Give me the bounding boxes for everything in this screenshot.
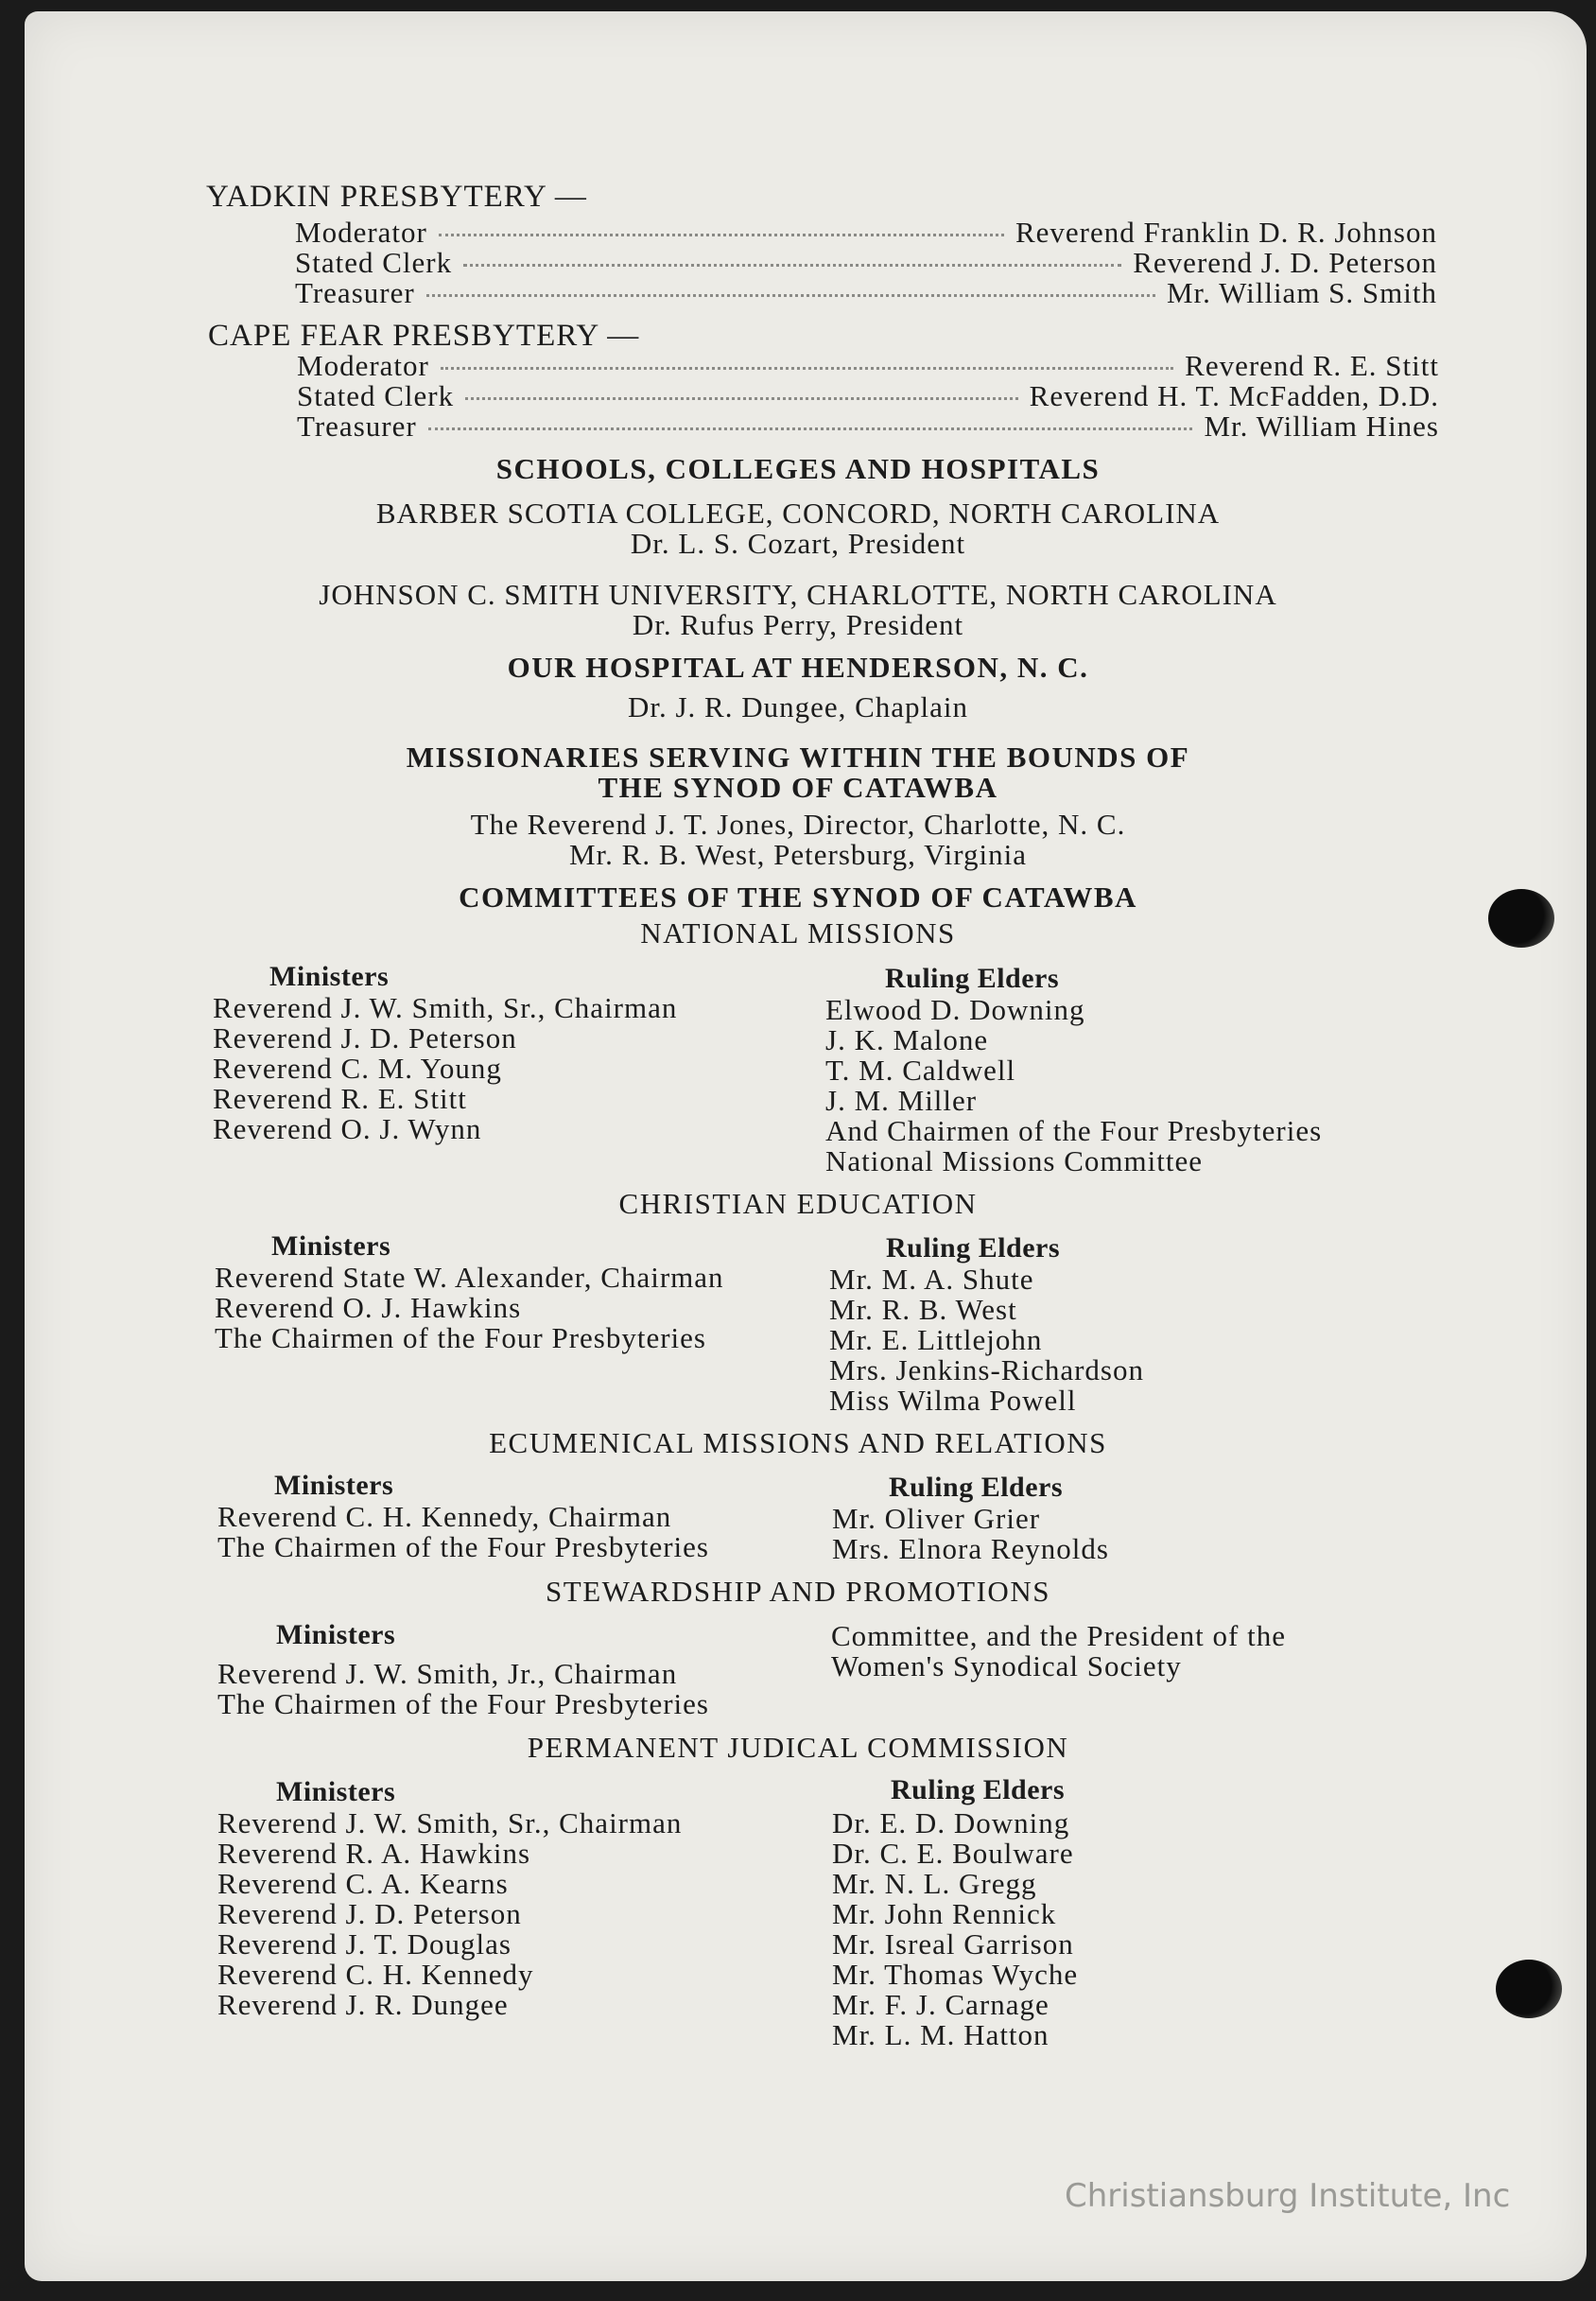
officer-role: Treasurer <box>295 276 415 309</box>
officer-row <box>295 276 1437 310</box>
officer-name: Reverend H. T. McFadden, D.D. <box>1029 379 1439 412</box>
dot-leader <box>439 234 1004 236</box>
institution-head: Dr. J. R. Dungee, Chaplain <box>627 690 969 723</box>
ministers-list <box>215 1263 724 1353</box>
list-item: Reverend J. W. Smith, Jr., Chairman <box>217 1657 678 1690</box>
officer-role: Stated Clerk <box>297 379 455 412</box>
list-item: Miss Wilma Powell <box>829 1384 1077 1417</box>
elders-label: Ruling Elders <box>885 963 1060 994</box>
institution-head: Dr. Rufus Perry, President <box>632 608 964 641</box>
officer-name: Reverend J. D. Peterson <box>1133 246 1437 279</box>
committee-title: PERMANENT JUDICAL COMMISSION <box>527 1731 1069 1764</box>
list-item: Reverend J. D. Peterson <box>213 1021 517 1055</box>
list-item: Reverend J. R. Dungee <box>217 1988 509 2021</box>
list-item: Mrs. Elnora Reynolds <box>832 1532 1109 1565</box>
note-line: Committee, and the President of the <box>831 1619 1286 1652</box>
list-item: Reverend State W. Alexander, Chairman <box>215 1261 724 1294</box>
list-item: Reverend J. D. Peterson <box>217 1897 522 1930</box>
officer-row <box>297 379 1439 413</box>
ministers-label: Ministers <box>271 1230 391 1262</box>
missionary-line: The Reverend J. T. Jones, Director, Charlotte, N. C. <box>470 808 1126 841</box>
ministers-list <box>217 1659 709 1719</box>
presbytery-title: YADKIN PRESBYTERY — <box>206 180 587 214</box>
list-item: Mr. Isreal Garrison <box>832 1927 1074 1961</box>
list-item: The Chairmen of the Four Presbyteries <box>217 1530 709 1563</box>
list-item: Reverend C. A. Kearns <box>217 1867 509 1900</box>
list-item: J. M. Miller <box>825 1084 978 1117</box>
list-item: Dr. E. D. Downing <box>832 1806 1070 1839</box>
section-heading: MISSIONARIES SERVING WITHIN THE BOUNDS OF <box>406 741 1190 774</box>
list-item: Reverend O. J. Wynn <box>213 1112 482 1145</box>
list-item: Mr. F. J. Carnage <box>832 1988 1050 2021</box>
dot-leader <box>441 367 1173 370</box>
list-item: Mr. Oliver Grier <box>832 1502 1041 1535</box>
note-line: Women's Synodical Society <box>831 1649 1182 1682</box>
officer-row <box>297 349 1439 383</box>
list-item: Reverend R. A. Hawkins <box>217 1837 531 1870</box>
committee-note <box>831 1621 1286 1682</box>
committee-title: NATIONAL MISSIONS <box>640 916 956 950</box>
punch-hole <box>1496 1960 1562 2018</box>
list-item: National Missions Committee <box>825 1144 1203 1177</box>
ministers-list <box>217 1808 682 2020</box>
list-item: Reverend C. H. Kennedy <box>217 1958 534 1991</box>
elders-list <box>832 1504 1109 1564</box>
officer-role: Moderator <box>295 216 427 249</box>
list-item: Reverend J. T. Douglas <box>217 1927 512 1961</box>
dot-leader <box>463 264 1121 267</box>
dot-leader <box>428 427 1193 430</box>
institution-name: BARBER SCOTIA COLLEGE, CONCORD, NORTH CAROLINA <box>375 497 1221 530</box>
officer-role: Treasurer <box>297 410 417 443</box>
officer-row <box>297 410 1439 444</box>
list-item: Reverend O. J. Hawkins <box>215 1291 522 1324</box>
list-item: Mr. N. L. Gregg <box>832 1867 1037 1900</box>
list-item: Reverend R. E. Stitt <box>213 1082 467 1115</box>
list-item: Reverend C. M. Young <box>213 1052 502 1085</box>
list-item: And Chairmen of the Four Presbyteries <box>825 1114 1323 1147</box>
elders-label: Ruling Elders <box>889 1472 1064 1503</box>
institution-head: Dr. L. S. Cozart, President <box>630 527 966 560</box>
ministers-list <box>217 1502 709 1562</box>
list-item: Elwood D. Downing <box>825 993 1085 1026</box>
ministers-label: Ministers <box>274 1470 394 1501</box>
officer-name: Reverend R. E. Stitt <box>1185 349 1439 382</box>
list-item: Reverend J. W. Smith, Sr., Chairman <box>217 1806 683 1839</box>
officer-name: Mr. William Hines <box>1204 410 1439 443</box>
list-item: Dr. C. E. Boulware <box>832 1837 1074 1870</box>
presbytery-title: CAPE FEAR PRESBYTERY — <box>208 319 640 353</box>
elders-list <box>825 995 1322 1177</box>
elders-list <box>832 1808 1078 2050</box>
ministers-label: Ministers <box>269 961 390 992</box>
list-item: J. K. Malone <box>825 1023 989 1056</box>
committee-title: STEWARDSHIP AND PROMOTIONS <box>546 1575 1050 1608</box>
section-heading: COMMITTEES OF THE SYNOD OF CATAWBA <box>459 880 1137 914</box>
list-item: Reverend C. H. Kennedy, Chairman <box>217 1500 672 1533</box>
missionary-line: Mr. R. B. West, Petersburg, Virginia <box>568 838 1028 871</box>
officer-row <box>295 216 1437 250</box>
list-item: Mr. E. Littlejohn <box>829 1323 1043 1356</box>
officer-role: Stated Clerk <box>295 246 453 279</box>
list-item: Mr. Thomas Wyche <box>832 1958 1079 1991</box>
section-heading: SCHOOLS, COLLEGES AND HOSPITALS <box>495 452 1101 485</box>
institution-name: OUR HOSPITAL AT HENDERSON, N. C. <box>507 651 1089 684</box>
officer-name: Reverend Franklin D. R. Johnson <box>1015 216 1437 249</box>
list-item: The Chairmen of the Four Presbyteries <box>217 1687 709 1720</box>
institution-name: JOHNSON C. SMITH UNIVERSITY, CHARLOTTE, NORTH CAROLINA <box>319 578 1277 611</box>
ministers-label: Ministers <box>276 1776 396 1807</box>
committee-title: ECUMENICAL MISSIONS AND RELATIONS <box>489 1426 1107 1459</box>
list-item: The Chairmen of the Four Presbyteries <box>215 1321 706 1354</box>
list-item: Mr. M. A. Shute <box>829 1263 1034 1296</box>
officer-row <box>295 246 1437 280</box>
list-item: Reverend J. W. Smith, Sr., Chairman <box>213 991 678 1024</box>
dot-leader <box>426 294 1155 297</box>
list-item: T. M. Caldwell <box>825 1054 1016 1087</box>
ministers-label: Ministers <box>276 1619 396 1650</box>
ministers-list <box>213 993 677 1144</box>
elders-label: Ruling Elders <box>891 1774 1066 1805</box>
section-heading: THE SYNOD OF CATAWBA <box>598 771 998 804</box>
dot-leader <box>465 397 1018 400</box>
list-item: Mr. L. M. Hatton <box>832 2018 1050 2051</box>
list-item: Mrs. Jenkins-Richardson <box>829 1353 1144 1386</box>
watermark: Christiansburg Institute, Inc <box>1065 2177 1511 2215</box>
officer-role: Moderator <box>297 349 429 382</box>
list-item: Mr. R. B. West <box>829 1293 1017 1326</box>
list-item: Mr. John Rennick <box>832 1897 1057 1930</box>
officer-name: Mr. William S. Smith <box>1166 276 1437 309</box>
elders-list <box>829 1264 1144 1416</box>
committee-title: CHRISTIAN EDUCATION <box>618 1187 978 1220</box>
elders-label: Ruling Elders <box>886 1232 1061 1264</box>
